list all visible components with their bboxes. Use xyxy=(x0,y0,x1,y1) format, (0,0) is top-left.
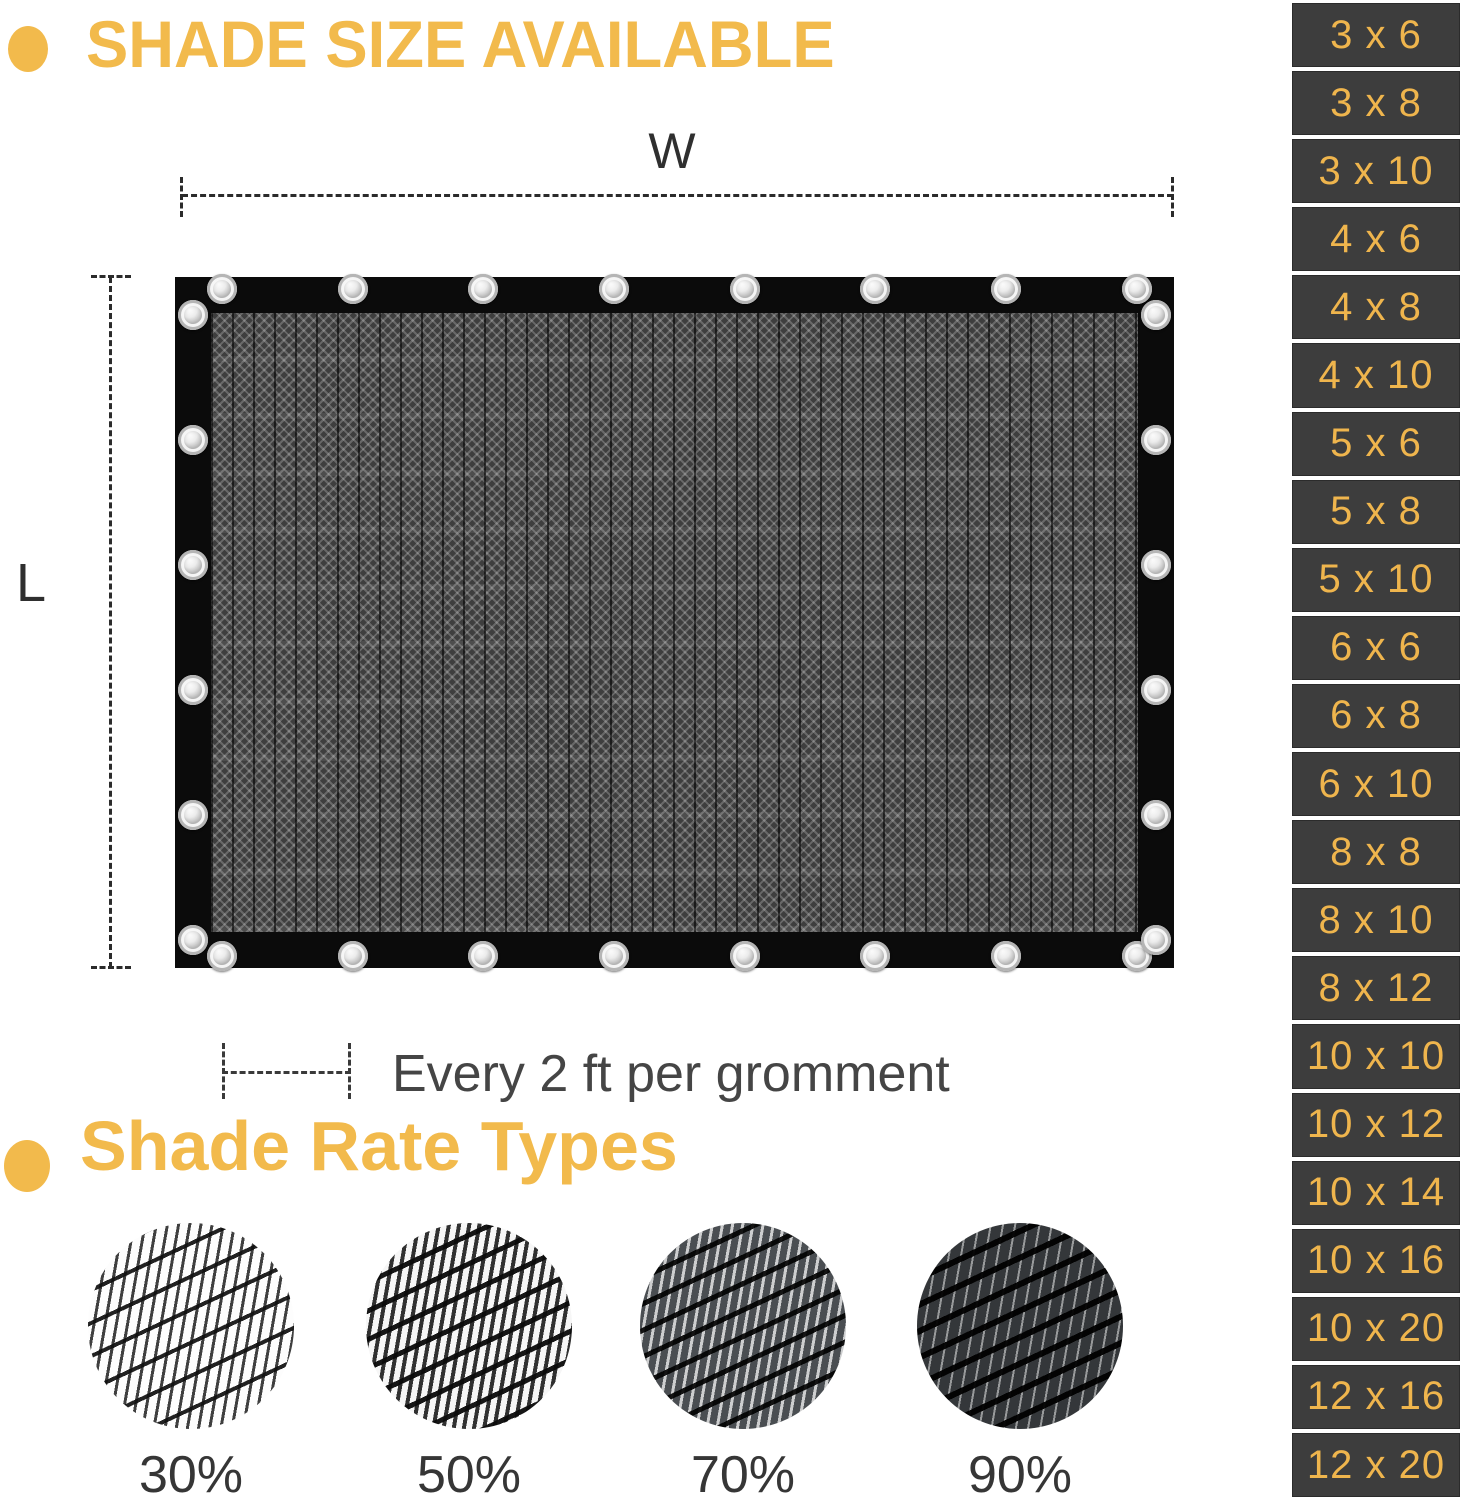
grommet-icon xyxy=(1141,425,1171,455)
size-option: 10 x 12 xyxy=(1292,1093,1460,1157)
grommet-icon xyxy=(207,941,237,971)
dimension-tick-icon xyxy=(91,275,131,278)
grommet-icon xyxy=(468,941,498,971)
mesh-sample-icon xyxy=(917,1223,1123,1429)
grommet-icon xyxy=(468,274,498,304)
grommet-spacing-note: Every 2 ft per gromment xyxy=(392,1045,950,1103)
grommet-icon xyxy=(178,800,208,830)
grommet-icon xyxy=(1122,274,1152,304)
dimension-line-icon xyxy=(222,1071,351,1074)
grommet-icon xyxy=(178,925,208,955)
mesh-sample-icon xyxy=(640,1223,846,1429)
grommet-icon xyxy=(730,274,760,304)
grommet-icon xyxy=(1141,800,1171,830)
size-option: 12 x 16 xyxy=(1292,1365,1460,1429)
grommet-icon xyxy=(991,941,1021,971)
bullet-dot-icon xyxy=(4,1140,50,1192)
length-label: L xyxy=(16,553,47,613)
grommet-icon xyxy=(178,300,208,330)
grommet-icon xyxy=(178,675,208,705)
grommet-icon xyxy=(338,274,368,304)
size-option: 8 x 10 xyxy=(1292,888,1460,952)
section-title-rates: Shade Rate Types xyxy=(80,1107,678,1185)
dimension-tick-icon xyxy=(180,177,183,217)
grommet-icon xyxy=(860,274,890,304)
width-label: W xyxy=(648,123,696,179)
size-list xyxy=(1292,0,1460,1500)
size-option: 3 x 8 xyxy=(1292,71,1460,135)
size-option: 4 x 8 xyxy=(1292,275,1460,339)
grommet-icon xyxy=(599,274,629,304)
size-option: 4 x 6 xyxy=(1292,207,1460,271)
length-dimension-line xyxy=(109,277,112,968)
dimension-tick-icon xyxy=(91,966,131,969)
grommet-icon xyxy=(1141,925,1171,955)
size-option: 6 x 6 xyxy=(1292,616,1460,680)
size-option: 10 x 10 xyxy=(1292,1024,1460,1088)
shade-net xyxy=(175,277,1174,968)
shade-rate-label: 30% xyxy=(138,1446,244,1500)
size-option: 10 x 16 xyxy=(1292,1229,1460,1293)
grommet-icon xyxy=(207,274,237,304)
size-option: 3 x 10 xyxy=(1292,139,1460,203)
grommet-icon xyxy=(178,425,208,455)
grommet-icon xyxy=(338,941,368,971)
size-option: 12 x 20 xyxy=(1292,1433,1460,1497)
size-option: 3 x 6 xyxy=(1292,3,1460,67)
width-dimension-line xyxy=(182,194,1173,197)
shade-rate-label: 70% xyxy=(690,1446,796,1500)
section-title-sizes: SHADE SIZE AVAILABLE xyxy=(86,7,835,81)
shade-rate-sample xyxy=(640,1223,846,1500)
size-option: 6 x 10 xyxy=(1292,752,1460,816)
shade-rate-sample xyxy=(88,1223,294,1500)
mesh-texture xyxy=(211,313,1138,932)
shade-rate-samples xyxy=(0,1223,1280,1500)
grommet-icon xyxy=(1141,300,1171,330)
grommet-icon xyxy=(860,941,890,971)
shade-rate-label: 50% xyxy=(416,1446,522,1500)
size-option: 10 x 14 xyxy=(1292,1161,1460,1225)
size-option: 8 x 12 xyxy=(1292,956,1460,1020)
mesh-sample-icon xyxy=(366,1223,572,1429)
size-option: 4 x 10 xyxy=(1292,343,1460,407)
shade-rate-sample xyxy=(917,1223,1123,1500)
size-option: 5 x 8 xyxy=(1292,480,1460,544)
grommet-spacing-bracket xyxy=(222,1043,351,1099)
bullet-dot-icon xyxy=(8,26,48,72)
size-option: 8 x 8 xyxy=(1292,820,1460,884)
shade-rate-sample xyxy=(366,1223,572,1500)
dimension-tick-icon xyxy=(222,1043,225,1099)
grommet-icon xyxy=(1141,550,1171,580)
size-option: 5 x 10 xyxy=(1292,548,1460,612)
size-option: 5 x 6 xyxy=(1292,412,1460,476)
shade-rate-label: 90% xyxy=(967,1446,1073,1500)
grommet-icon xyxy=(178,550,208,580)
dimension-tick-icon xyxy=(1171,177,1174,217)
grommet-icon xyxy=(730,941,760,971)
size-option: 10 x 20 xyxy=(1292,1297,1460,1361)
dimension-tick-icon xyxy=(348,1043,351,1099)
mesh-sample-icon xyxy=(88,1223,294,1429)
grommet-icon xyxy=(1141,675,1171,705)
size-option: 6 x 8 xyxy=(1292,684,1460,748)
grommet-icon xyxy=(599,941,629,971)
grommet-icon xyxy=(991,274,1021,304)
